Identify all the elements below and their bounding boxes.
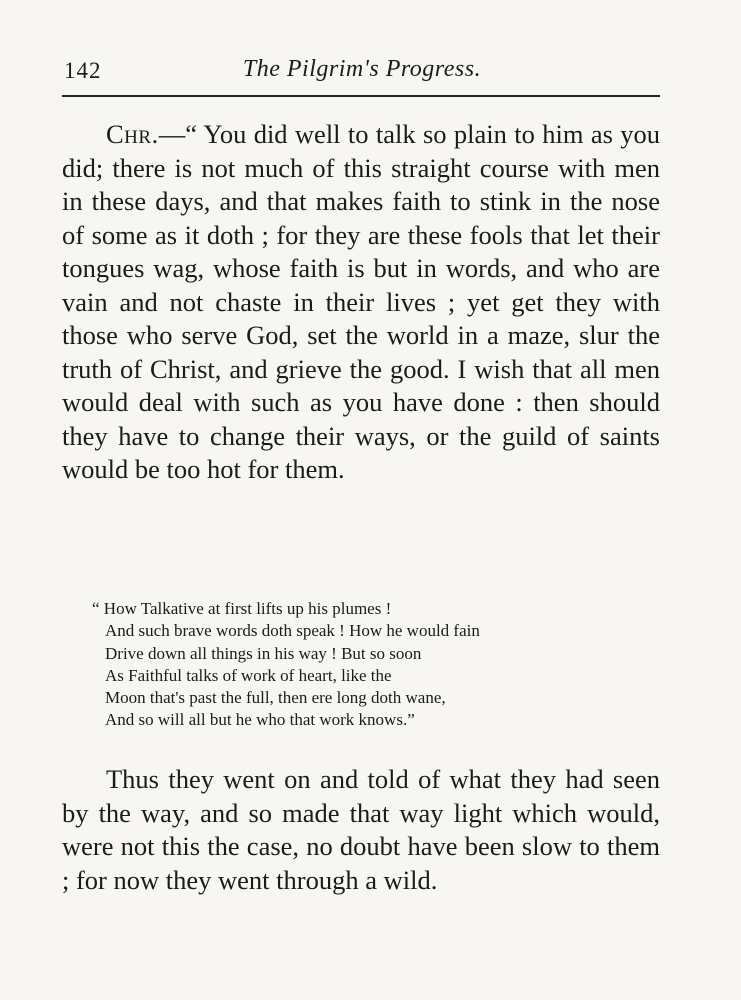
header-rule: [62, 95, 660, 97]
verse-line: Moon that's past the full, then ere long doth wane,: [105, 688, 446, 708]
verse-block: [88, 598, 648, 732]
verse-line: As Faithful talks of work of heart, like the: [105, 665, 392, 685]
page-header: [64, 56, 660, 88]
narrative-text: Thus they went on and told of what they had seen by the way, and so made that way light which would, were not this the case, no doubt have been slow to them ; for now they went through a wild.: [62, 764, 660, 895]
narrative-paragraph: [62, 763, 660, 897]
verse-line: And such brave words doth speak ! How he would fain: [105, 621, 480, 641]
verse-line: Drive down all things in his way ! But so soon: [105, 643, 422, 663]
dialogue-text: —“ You did well to talk so plain to him as you did; there is not much of this straight course with men in these days, and that makes faith to stink in the nose of some as it doth ; for they are these fools that let their tongues wag, whose faith is but in words, and who are vain and not chaste in their lives ; yet get they with those who serve God, set the world in a maze, slur the truth of Christ, and grieve the good. I wish that all men would deal with such as you have done : then should they have to change their ways, or the guild of saints would be too hot for them.: [62, 119, 660, 484]
page-number: 142: [64, 58, 102, 83]
verse-line: And so will all but he who that work knows.”: [105, 710, 415, 730]
dialogue-paragraph: [62, 118, 660, 487]
verse-line: “ How Talkative at first lifts up his plumes !: [92, 599, 392, 618]
running-title: The Pilgrim's Progress.: [242, 56, 482, 82]
speaker-name: Chr.: [106, 119, 159, 149]
